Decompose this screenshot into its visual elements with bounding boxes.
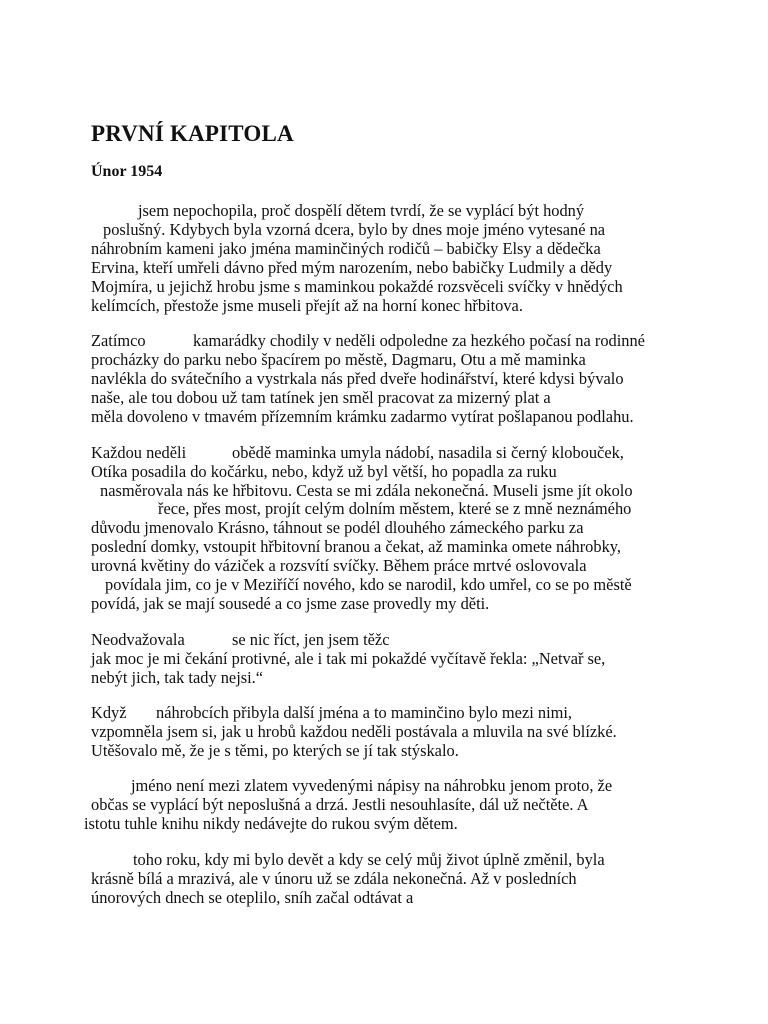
text-line: kelímcích, přestože jsme museli přejít až na horní konec hřbitova.	[91, 296, 523, 315]
chapter-date: Únor 1954	[91, 163, 163, 180]
text-line: povídala jim, co je v Meziříčí nového, kdo se narodil, kdo umřel, co se po městě	[105, 575, 632, 594]
text-line: istotu tuhle knihu nikdy nedávejte do rukou svým dětem.	[84, 814, 458, 833]
chapter-title: PRVNÍ KAPITOLA	[91, 121, 294, 146]
text-line: poslušný. Kdybych byla vzorná dcera, bylo by dnes moje jméno vytesané na	[103, 220, 606, 239]
text-line: měla dovoleno v tmavém přízemním krámku zadarmo vytírat pošlapanou podlahu.	[91, 407, 634, 426]
text-line: naše, ale tou dobou už tam tatínek jen směl pracovat za mizerný plat a	[91, 388, 551, 407]
text-line: Ervina, kteří umřeli dávno před mým narozením, nebo babičky Ludmily a dědy	[91, 258, 613, 277]
text-line: nasměrovala nás ke hřbitovu. Cesta se mi zdála nekonečná. Museli jsme jít okolo	[100, 481, 633, 500]
text-line: povídá, jak se mají sousedé a co jsme zase provedly my děti.	[91, 594, 490, 613]
text-line: nebýt jich, tak tady nejsi.“	[91, 668, 264, 687]
text-line: jméno není mezi zlatem vyvedenými nápisy na náhrobku jenom proto, že	[131, 776, 613, 795]
text-line: poslední domky, vstoupit hřbitovní branou a čekat, až maminka omete náhrobky,	[91, 537, 621, 556]
text-line: důvodu jmenovalo Krásno, táhnout se podél dlouhého zámeckého parku za	[91, 518, 584, 537]
text-line: Když	[91, 703, 127, 722]
text-line: urovná květiny do váziček a rozsvítí svíčky. Během práce mrtvé oslovovala	[91, 556, 587, 575]
text-line: Otíka posadila do kočárku, nebo, když už byl větší, ho popadla za ruku	[91, 462, 557, 481]
text-line: vzpomněla jsem si, jak u hrobů každou neděli postávala a mluvila na své blízké.	[91, 722, 617, 741]
text-line: Mojmíra, u jejichž hrobu jsme s maminkou pokaždé rozsvěceli svíčky v hnědých	[91, 277, 623, 296]
text-line: toho roku, kdy mi bylo devět a kdy se celý můj život úplně změnil, byla	[133, 850, 605, 869]
text-line: občas se vyplácí být neposlušná a drzá. Jestli nesouhlasíte, dál už nečtěte. A	[91, 795, 589, 814]
text-line: se nic říct, jen jsem těžc	[232, 630, 390, 649]
text-line: kamarádky chodily v neděli odpoledne za hezkého počasí na rodinné	[193, 331, 645, 350]
text-line: Každou neděli	[91, 443, 187, 462]
text-line: Neodvažovala	[91, 630, 185, 649]
text-line: Zatímco	[91, 331, 146, 350]
text-line: obědě maminka umyla nádobí, nasadila si černý klobouček,	[232, 443, 624, 462]
text-line: náhrobcích přibyla další jména a to maminčino bylo mezi nimi,	[156, 703, 573, 722]
text-line: řece, přes most, projít celým dolním městem, které se z mně neznámého	[158, 499, 632, 518]
text-line: procházky do parku nebo špacírem po městě, Dagmaru, Otu a mě maminka	[91, 350, 586, 369]
text-line: navlékla do svátečního a vystrkala nás před dveře hodinářství, které kdysi bývalo	[91, 369, 624, 388]
text-line: jsem nepochopila, proč dospělí dětem tvrdí, že se vyplácí být hodný	[138, 201, 585, 220]
text-line: jak moc je mi čekání protivné, ale i tak mi pokaždé vyčítavě řekla: „Netvař se,	[91, 649, 606, 668]
text-line: únorových dnech se oteplilo, sníh začal odtávat a	[91, 888, 414, 907]
text-line: krásně bílá a mrazivá, ale v únoru už se zdála nekonečná. Až v posledních	[91, 869, 577, 888]
text-line: náhrobním kameni jako jména maminčiných rodičů – babičky Elsy a dědečka	[91, 239, 601, 258]
text-line: Utěšovalo mě, že je s těmi, po kterých se jí tak stýskalo.	[91, 741, 459, 760]
